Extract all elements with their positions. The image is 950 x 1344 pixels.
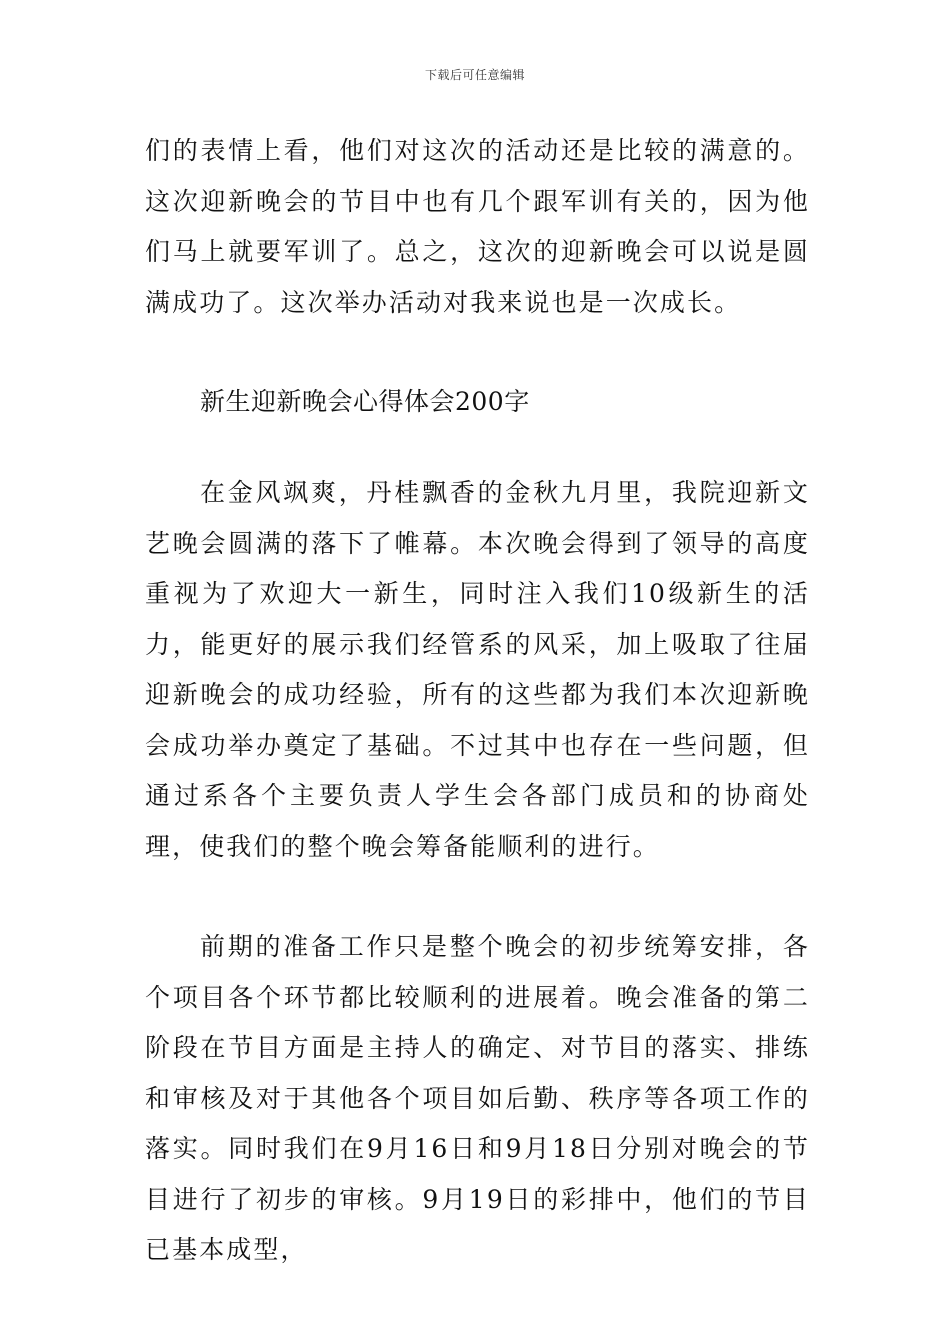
paragraph-1: 在金风飒爽，丹桂飘香的金秋九月里，我院迎新文艺晚会圆满的落下了帷幕。本次晚会得到了领导的高度重视为了欢迎大一新生，同时注入我们10级新生的活力，能更好的展示我们经管系的风采，加上吸取了往届迎新晚会的成功经验，所有的这些都为我们本次迎新晚会成功举办奠定了基础。不过其中也存在一些问题，但通过系各个主要负责人学生会各部门成员和的协商处理，使我们的整个晚会筹备能顺利的进行。 <box>145 478 810 861</box>
page-header: 下载后可任意编辑 <box>424 68 525 82</box>
section-heading: 新生迎新晚会心得体会200字 <box>200 387 530 416</box>
paragraph-2: 前期的准备工作只是整个晚会的初步统筹安排，各个项目各个环节都比较顺利的进展着。晚会准备的第二阶段在节目方面是主持人的确定、对节目的落实、排练和审核及对于其他各个项目如后勤、秩序等各项工作的落实。同时我们在9月16日和9月18日分别对晚会的节目进行了初步的审核。9月19日的彩排中，他们的节目已基本成型， <box>145 932 810 1264</box>
paragraph-continuation: 们的表情上看，他们对这次的活动还是比较的满意的。这次迎新晚会的节目中也有几个跟军训有关的，因为他们马上就要军训了。总之，这次的迎新晚会可以说是圆满成功了。这次举办活动对我来说也是一次成长。 <box>145 136 810 317</box>
